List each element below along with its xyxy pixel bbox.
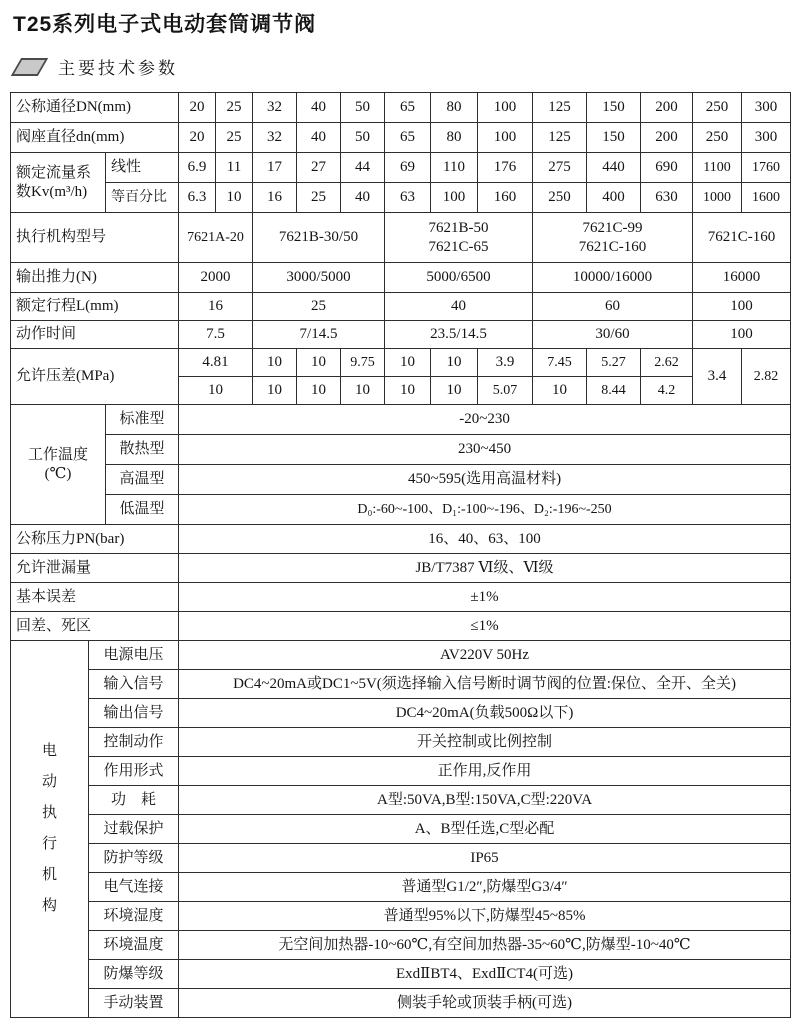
sub-label: 电气连接 bbox=[89, 873, 179, 902]
table-row bbox=[11, 435, 791, 465]
value-cell: 9.75 bbox=[341, 349, 385, 377]
value-cell: 16、40、63、100 bbox=[179, 525, 791, 554]
table-row bbox=[11, 583, 791, 612]
value-cell: 44 bbox=[341, 153, 385, 183]
value-cell: 4.81 bbox=[179, 349, 253, 377]
row-label: 动作时间 bbox=[11, 321, 179, 349]
value-cell: ExdⅡBT4、ExdⅡCT4(可选) bbox=[179, 960, 791, 989]
value-cell: 30/60 bbox=[533, 321, 693, 349]
table-row bbox=[11, 495, 791, 525]
value-cell: 3.4 bbox=[693, 349, 742, 405]
value-cell: 正作用,反作用 bbox=[179, 757, 791, 786]
value-cell: 1000 bbox=[693, 183, 742, 213]
value-cell: ≤1% bbox=[179, 612, 791, 641]
row-label: 阀座直径dn(mm) bbox=[11, 123, 179, 153]
value-cell: 无空间加热器-10~60℃,有空间加热器-35~60℃,防爆型-10~40℃ bbox=[179, 931, 791, 960]
sub-label: 过载保护 bbox=[89, 815, 179, 844]
value-cell: 16 bbox=[253, 183, 297, 213]
value-cell: 10 bbox=[385, 377, 431, 405]
value-cell: 10 bbox=[297, 377, 341, 405]
value-cell: 690 bbox=[641, 153, 693, 183]
value-cell: 5.27 bbox=[587, 349, 641, 377]
row-label: 基本误差 bbox=[11, 583, 179, 612]
value-cell: 65 bbox=[385, 93, 431, 123]
table-row bbox=[11, 153, 791, 183]
value-cell: 5.07 bbox=[478, 377, 533, 405]
value-cell: A、B型任选,C型必配 bbox=[179, 815, 791, 844]
row-label: 额定行程L(mm) bbox=[11, 293, 179, 321]
sub-label: 线性 bbox=[106, 153, 179, 183]
value-cell: 1100 bbox=[693, 153, 742, 183]
parallelogram-icon bbox=[11, 58, 48, 76]
value-cell: 2.82 bbox=[742, 349, 791, 405]
value-cell: 176 bbox=[478, 153, 533, 183]
value-cell: 16 bbox=[179, 293, 253, 321]
value-cell: ±1% bbox=[179, 583, 791, 612]
value-cell: 5000/6500 bbox=[385, 263, 533, 293]
value-cell: 7621B-50 7621C-65 bbox=[385, 213, 533, 263]
value-cell: 40 bbox=[297, 93, 341, 123]
value-cell: 100 bbox=[693, 293, 791, 321]
table-row bbox=[11, 931, 791, 960]
value-cell: 125 bbox=[533, 123, 587, 153]
row-label: 允许压差(MPa) bbox=[11, 349, 179, 405]
value-cell: 1760 bbox=[742, 153, 791, 183]
value-cell: -20~230 bbox=[179, 405, 791, 435]
value-cell: 40 bbox=[385, 293, 533, 321]
sub-label: 标准型 bbox=[106, 405, 179, 435]
table-row bbox=[11, 641, 791, 670]
row-label: 执行机构型号 bbox=[11, 213, 179, 263]
sub-label: 输出信号 bbox=[89, 699, 179, 728]
section-heading-label: 主要技术参数 bbox=[58, 59, 178, 78]
value-cell: 10000/16000 bbox=[533, 263, 693, 293]
value-cell: 125 bbox=[533, 93, 587, 123]
sub-label: 高温型 bbox=[106, 465, 179, 495]
value-cell: 10 bbox=[253, 349, 297, 377]
value-cell: 10 bbox=[297, 349, 341, 377]
value-cell: 40 bbox=[297, 123, 341, 153]
value-cell: A型:50VA,B型:150VA,C型:220VA bbox=[179, 786, 791, 815]
value-cell: 100 bbox=[693, 321, 791, 349]
value-cell: 630 bbox=[641, 183, 693, 213]
value-cell: 300 bbox=[742, 123, 791, 153]
table-row bbox=[11, 183, 791, 213]
sub-label: 电源电压 bbox=[89, 641, 179, 670]
value-cell: 23.5/14.5 bbox=[385, 321, 533, 349]
value-cell: 侧装手轮或顶装手柄(可选) bbox=[179, 989, 791, 1018]
value-cell: 6.3 bbox=[179, 183, 216, 213]
table-row bbox=[11, 93, 791, 123]
value-cell: 32 bbox=[253, 93, 297, 123]
table-row bbox=[11, 670, 791, 699]
value-cell: 7621B-30/50 bbox=[253, 213, 385, 263]
value-cell: 80 bbox=[431, 93, 478, 123]
value-cell: 27 bbox=[297, 153, 341, 183]
value-cell: 25 bbox=[216, 93, 253, 123]
sub-label: 控制动作 bbox=[89, 728, 179, 757]
value-cell: 11 bbox=[216, 153, 253, 183]
sub-label: 环境温度 bbox=[89, 931, 179, 960]
value-cell: 250 bbox=[693, 123, 742, 153]
table-row bbox=[11, 757, 791, 786]
value-cell: 7621C-160 bbox=[693, 213, 791, 263]
value-cell: 32 bbox=[253, 123, 297, 153]
table-row bbox=[11, 728, 791, 757]
row-label: 回差、死区 bbox=[11, 612, 179, 641]
row-label: 允许泄漏量 bbox=[11, 554, 179, 583]
table-row bbox=[11, 960, 791, 989]
table-row bbox=[11, 293, 791, 321]
value-cell: 8.44 bbox=[587, 377, 641, 405]
value-cell: 16000 bbox=[693, 263, 791, 293]
value-cell: 250 bbox=[533, 183, 587, 213]
value-cell: 10 bbox=[431, 349, 478, 377]
value-cell: 50 bbox=[341, 123, 385, 153]
sub-label: 作用形式 bbox=[89, 757, 179, 786]
value-cell: 10 bbox=[533, 377, 587, 405]
sub-label: 散热型 bbox=[106, 435, 179, 465]
table-row bbox=[11, 554, 791, 583]
value-cell: 160 bbox=[478, 183, 533, 213]
table-row bbox=[11, 213, 791, 263]
value-cell: 17 bbox=[253, 153, 297, 183]
value-cell: 普通型95%以下,防爆型45~85% bbox=[179, 902, 791, 931]
value-cell: 63 bbox=[385, 183, 431, 213]
value-cell: 200 bbox=[641, 123, 693, 153]
value-cell: 10 bbox=[179, 377, 253, 405]
row-label: 输出推力(N) bbox=[11, 263, 179, 293]
section-heading bbox=[16, 54, 178, 79]
value-cell: 230~450 bbox=[179, 435, 791, 465]
value-cell: 6.9 bbox=[179, 153, 216, 183]
value-cell: 40 bbox=[341, 183, 385, 213]
table-row bbox=[11, 699, 791, 728]
table-row bbox=[11, 786, 791, 815]
value-cell: 2000 bbox=[179, 263, 253, 293]
table-row bbox=[11, 405, 791, 435]
value-cell: 100 bbox=[431, 183, 478, 213]
value-cell: 250 bbox=[693, 93, 742, 123]
table-row bbox=[11, 525, 791, 554]
value-cell: 3.9 bbox=[478, 349, 533, 377]
value-cell: 7621C-99 7621C-160 bbox=[533, 213, 693, 263]
value-cell: 1600 bbox=[742, 183, 791, 213]
sub-label: 环境湿度 bbox=[89, 902, 179, 931]
page-title: T25系列电子式电动套筒调节阀 bbox=[13, 13, 317, 36]
value-cell: 10 bbox=[385, 349, 431, 377]
sub-label: 低温型 bbox=[106, 495, 179, 525]
value-cell: 25 bbox=[297, 183, 341, 213]
value-cell: 3000/5000 bbox=[253, 263, 385, 293]
row-label: 公称压力PN(bar) bbox=[11, 525, 179, 554]
value-cell: 150 bbox=[587, 93, 641, 123]
value-cell: 10 bbox=[253, 377, 297, 405]
row-label: 工作温度 (℃) bbox=[11, 405, 106, 525]
table-row bbox=[11, 263, 791, 293]
value-cell: D₀:-60~-100、D₁:-100~-196、D₂:-196~-250 bbox=[179, 495, 791, 525]
sub-label: 防护等级 bbox=[89, 844, 179, 873]
table-row bbox=[11, 349, 791, 377]
value-cell: 275 bbox=[533, 153, 587, 183]
table-row bbox=[11, 989, 791, 1018]
value-cell: 200 bbox=[641, 93, 693, 123]
row-label: 额定流量系数Kv(m³/h) bbox=[11, 153, 106, 213]
table-row bbox=[11, 873, 791, 902]
table-row bbox=[11, 123, 791, 153]
value-cell: 100 bbox=[478, 93, 533, 123]
value-cell: 2.62 bbox=[641, 349, 693, 377]
value-cell: 60 bbox=[533, 293, 693, 321]
value-cell: DC4~20mA(负载500Ω以下) bbox=[179, 699, 791, 728]
value-cell: IP65 bbox=[179, 844, 791, 873]
sub-label: 输入信号 bbox=[89, 670, 179, 699]
sub-label: 功 耗 bbox=[89, 786, 179, 815]
spec-table bbox=[10, 92, 791, 1018]
value-cell: DC4~20mA或DC1~5V(须选择输入信号断时调节阀的位置:保位、全开、全关) bbox=[179, 670, 791, 699]
table-row bbox=[11, 902, 791, 931]
value-cell: 80 bbox=[431, 123, 478, 153]
value-cell: 25 bbox=[253, 293, 385, 321]
value-cell: 开关控制或比例控制 bbox=[179, 728, 791, 757]
sub-label: 防爆等级 bbox=[89, 960, 179, 989]
value-cell: 普通型G1/2″,防爆型G3/4″ bbox=[179, 873, 791, 902]
value-cell: 400 bbox=[587, 183, 641, 213]
table-row bbox=[11, 612, 791, 641]
value-cell: 440 bbox=[587, 153, 641, 183]
value-cell: 100 bbox=[478, 123, 533, 153]
table-row bbox=[11, 321, 791, 349]
value-cell: 69 bbox=[385, 153, 431, 183]
sub-label: 手动装置 bbox=[89, 989, 179, 1018]
value-cell: 150 bbox=[587, 123, 641, 153]
section-label-vertical: 电动执行机构 bbox=[11, 641, 89, 1018]
sub-label: 等百分比 bbox=[106, 183, 179, 213]
row-label: 公称通径DN(mm) bbox=[11, 93, 179, 123]
value-cell: 10 bbox=[341, 377, 385, 405]
value-cell: 20 bbox=[179, 123, 216, 153]
value-cell: JB/T7387 Ⅵ级、Ⅵ级 bbox=[179, 554, 791, 583]
value-cell: AV220V 50Hz bbox=[179, 641, 791, 670]
table-row bbox=[11, 465, 791, 495]
value-cell: 65 bbox=[385, 123, 431, 153]
value-cell: 20 bbox=[179, 93, 216, 123]
value-cell: 450~595(选用高温材料) bbox=[179, 465, 791, 495]
value-cell: 300 bbox=[742, 93, 791, 123]
value-cell: 110 bbox=[431, 153, 478, 183]
value-cell: 50 bbox=[341, 93, 385, 123]
value-cell: 10 bbox=[431, 377, 478, 405]
value-cell: 7.5 bbox=[179, 321, 253, 349]
value-cell: 7621A-20 bbox=[179, 213, 253, 263]
value-cell: 7.45 bbox=[533, 349, 587, 377]
table-row bbox=[11, 844, 791, 873]
table-row bbox=[11, 815, 791, 844]
value-cell: 7/14.5 bbox=[253, 321, 385, 349]
value-cell: 10 bbox=[216, 183, 253, 213]
value-cell: 4.2 bbox=[641, 377, 693, 405]
value-cell: 25 bbox=[216, 123, 253, 153]
